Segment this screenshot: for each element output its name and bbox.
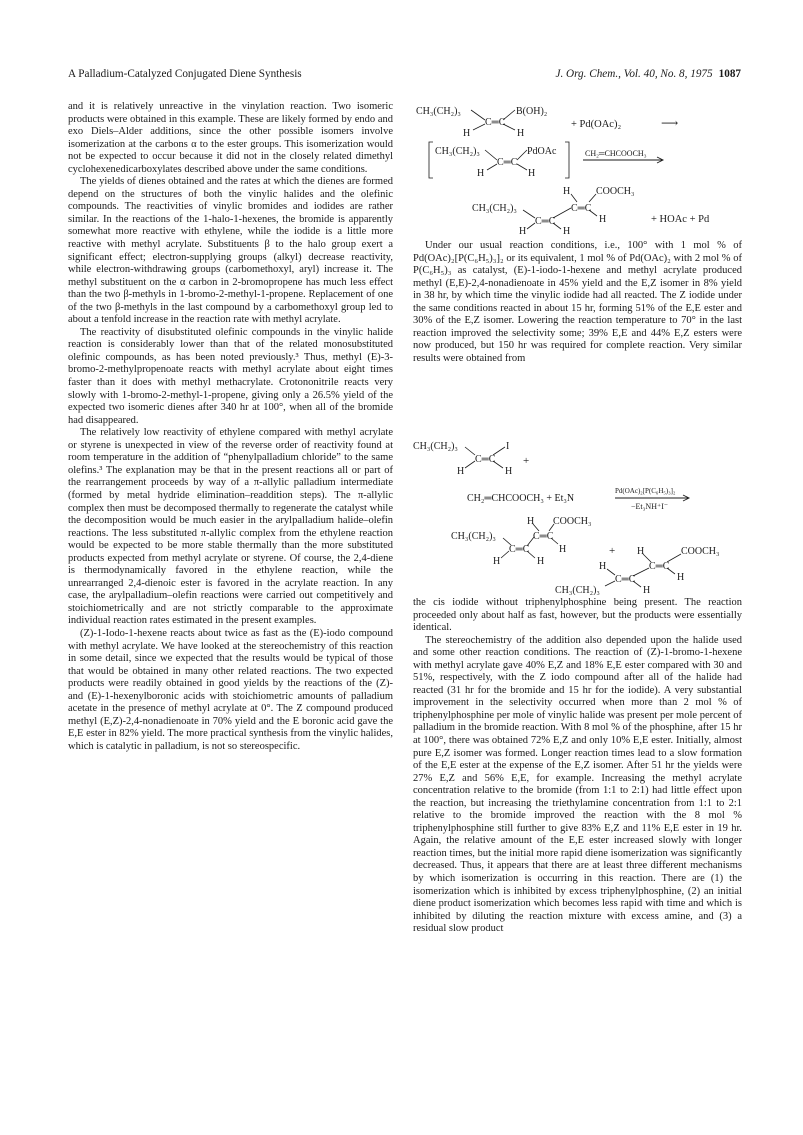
scheme1-bond (485, 150, 497, 160)
scheme2-h: H (599, 561, 607, 572)
scheme2-chain: CH₃(CH₂)₃ (413, 441, 458, 452)
left-column (68, 101, 393, 753)
scheme1-bond (527, 223, 535, 229)
scheme2-carbon: C═C (615, 574, 636, 585)
scheme1-bond (471, 110, 485, 120)
scheme2-h: H (559, 544, 567, 555)
journal-citation (555, 68, 741, 80)
scheme1-carbon: C═C (497, 157, 518, 168)
paragraph: The stereochemistry of the addition also depended upon the halide used and some other reaction conditions. The reaction of (Z)-1-bromo-1-hexene with methyl acrylate gave 40% E,Z and 18% E,E ester compared with 30 and 51%, respectively, with the Z iodo compound after all of the halide had reacted (31 hr for the bromide and 15 hr for the iodide). A very substantial improvement in the selectivity occurred when more than 2 mol % of triphenylphosphine per mole of vinylic halide was present per mole percent of palladium in the bromide reaction. With 8 mol % of the phosphine, after 15 hr at 100°, there was obtained 72% E,Z and only 10% E,E ester. Initially, almost pure E,Z isomer was formed. Longer reaction times lead to a slow formation of the E,E ester at the expense of the E,Z isomer. After 51 hr the yields were 27% E,Z and 56% E,E, for example. Increasing the methyl acrylate concentration relative to the bromide (from 1:1 to 2:1) had little effect upon the reaction, but increasing the triethylamine concentration from 1:1 to 2:1 relative to the bromide improved the reaction with the 8 mol % triphenylphosphine still further to give 83% E,Z and 11% E,E ester in 19 hr. Again, the relative amount of the E,E ester increased slowly with longer reaction times, but the initial more rapid diene isomerization was significantly decreased. Thus, it appears that there are at least three different mechanisms by which isomerization is occurring in this reaction. There are (1) the isomerization which is inhibited by excess triphenylphosphine, (2) an initial diene product isomerization which becomes less rapid with time and which is inhibited by diluting the reaction mixture with excess amine, and (3) a residual slow product (413, 634, 742, 935)
scheme1-chain: CH₃(CH₂)₃ (435, 146, 480, 157)
paragraph: Under our usual reaction conditions, i.e., 100° with 1 mol % of Pd(OAc)₂[P(C₆H₅)₃]₂ or its equivalent, 1 mol % of Pd(OAc)₂ with 2 mol % of P(C₆H₅)₃ as catalyst, (E)-1-iodo-1-hexene and methyl acrylate produced methyl (E,E)-2,4-nonadienoate in 45% yield and the E,Z isomer in 8% yield in 38 hr, by which time the vinylic iodide had all reacted. The Z iodide under the same conditions reacted in about 15 hr, forming 51% of the E,E ester and 30% of the E,Z isomer. Lowering the reaction temperature to 70° in the last reaction improved the selectivity some; 39% E,E and 44% E,Z esters were now produced, but 150 hr was required for complete reaction. Very similar results were obtained from (413, 240, 742, 364)
scheme1-chain: CH₃(CH₂)₃ (416, 106, 461, 117)
journal-name: J. Org. Chem., Vol. 40, No. 8, 1975 (555, 68, 713, 80)
scheme1-h: H (519, 226, 527, 237)
scheme2-h: H (637, 546, 645, 557)
scheme2-bond (501, 551, 509, 558)
scheme1-bond (523, 210, 535, 218)
scheme1-bond (553, 208, 571, 218)
scheme2-chain: CH₃(CH₂)₃ (451, 531, 496, 542)
scheme2-carbon: C═C (475, 454, 496, 465)
scheme2-h: H (493, 556, 501, 567)
scheme1-bond (473, 124, 485, 130)
scheme1-arrow-label: CH₂═CHCOOCH₃ (585, 149, 647, 158)
paragraph: The yields of dienes obtained and the rates at which the dienes are formed depend on the structures of both the vinylic halides and the olefinic compounds. The reactivities of vinylic bromides and iodides are rather similar. In the reactions of the 1-halo-1-hexenes, the bromide is apparently somewhat more reactive with ethylene, while the iodide is a little more reactive with methyl acrylate. Substituents β to the halo group exert a significant effect; electron-supplying groups (alkyl) decrease reactivity, while electron-withdrawing groups (carbomethoxyl, aryl) increase it. The methyl substituent on the α carbon in 2-bromopropene has much less effect than the two β-methyls in 1-bromo-2-methyl-1-propene. Replacement of one of the two β-methyls in the last compound by a carbomethoxyl group led to about a tenfold increase in the reaction rate with methyl acrylate. (68, 176, 393, 326)
scheme1-reagent: + Pd(OAc)₂ (571, 119, 622, 130)
scheme1-bond (487, 164, 497, 170)
scheme2-h: H (457, 466, 465, 477)
scheme2-iodo: I (506, 441, 510, 452)
scheme1-h: H (563, 226, 571, 237)
scheme2-bond (633, 568, 649, 576)
scheme1-carbon: C═C (485, 117, 506, 128)
scheme1-h: H (477, 168, 485, 179)
scheme2-plus: + (523, 455, 530, 467)
scheme1-byproducts: + HOAc + Pd (651, 214, 710, 225)
scheme2-h: H (505, 466, 513, 477)
scheme1-bond (517, 150, 527, 160)
scheme2-carbon: C═C (509, 544, 530, 555)
paragraph: The reactivity of disubstituted olefinic compounds in the vinylic halide reaction is considerably lower than that of the related monosubstituted olefinic compounds, as has been noted previously.³ Thus, methyl (E)-3-bromo-2-methylpropenoate reacts with methyl acrylate about eight times faster than it does with methyl methacrylate. Crotononitrile reacts very slowly with 1-bromo-2-methyl-1-propene, giving only a 26.5% yield of the expected two isomeric dienes after 340 hr at 100°, when all of the bromide had disappeared. (68, 326, 393, 426)
scheme1-boronic: B(OH)₂ (516, 106, 548, 117)
scheme2-bond (533, 524, 539, 531)
scheme2-carbon: C═C (533, 531, 554, 542)
paragraph: and it is relatively unreactive in the vinylation reaction. Two isomeric products were obtained in this example. These are likely formed by endo and exo Diels–Alder additions, since the other possible isomers involve isomerization at the carbons α to the ester groups. This isomerization would not be expected to occur because it did not in the closely related dimethyl cyclohexenedicarboxylates described above under the same conditions. (68, 101, 393, 175)
scheme1-bond (517, 164, 527, 170)
scheme1-h: H (463, 128, 471, 139)
running-title: A Palladium-Catalyzed Conjugated Diene Synthesis (68, 68, 302, 80)
scheme1-carbon: C═C (571, 203, 592, 214)
scheme2-cooch3: COOCH₃ (553, 516, 592, 527)
right-column-middle (413, 240, 742, 365)
scheme1-h: H (563, 186, 571, 197)
scheme1-pdoac: PdOAc (527, 146, 557, 157)
scheme2-bond (465, 461, 475, 468)
scheme1-bracket (429, 142, 433, 178)
scheme2-reagents: CH₂═CHCOOCH₃ + Et₃N (467, 493, 575, 504)
scheme1-arrow: ⟶ (661, 116, 679, 130)
scheme1-bracket (565, 142, 569, 178)
scheme2-h: H (677, 572, 685, 583)
paragraph: the cis iodide without triphenylphosphine being present. The reaction proceeded only about half as fast, however, but the products were essentially identical. (413, 597, 742, 634)
scheme1-h: H (528, 168, 536, 179)
paragraph: The relatively low reactivity of ethylene compared with methyl acrylate or styrene is unexpected in view of the reverse order of reactivity found at room temperature in the addition of “phenylpalladium chloride” to the same olefins.³ The explanation may be that in the present reactions all or part of the rearrangement proceeds by way of a π-allylic palladium intermediate (formed by metal hydride elimination–readdition steps). The π-allylic complex then must be decomposed thermally to regenerate the catalyst while the decomposition would be much easier in the arylpalladium halide–olefin reactions. The less substituted π-allylic complex from the ethylene reaction would be expected to be more stable thermally than the more substituted products expected from methyl acrylate or styrene. Of course, the 2,4-diene is thermodynamically favored in the ethylene reaction, while the unrearranged 2,4-dienoic ester is favored in the acrylate reaction. In any case, the arylpalladium–olefin reactions were carried out competitively and stoichiometrically and are not strictly comparable to the approximate individual reaction rates estimated in the present examples. (68, 427, 393, 627)
scheme2-h: H (643, 585, 651, 595)
page-number: 1087 (718, 68, 741, 80)
scheme2-bond (607, 569, 615, 575)
scheme1-h: H (599, 214, 607, 225)
right-column-bottom (413, 597, 742, 936)
scheme2-bond (493, 447, 505, 455)
scheme2-plus: + (609, 545, 616, 557)
scheme1-chain: CH₃(CH₂)₃ (472, 203, 517, 214)
scheme1-h: H (517, 128, 525, 139)
scheme1-bond (571, 194, 577, 202)
reaction-scheme-2 (413, 438, 743, 595)
scheme2-chain: CH₃(CH₂)₃ (555, 585, 600, 595)
reaction-scheme-1 (413, 98, 743, 238)
scheme2-bond (465, 447, 475, 455)
scheme2-bond (549, 524, 554, 531)
scheme2-bond (667, 554, 681, 562)
scheme2-cooch3: COOCH₃ (681, 546, 720, 557)
scheme1-carbon: C═C (535, 216, 556, 227)
scheme2-h: H (537, 556, 545, 567)
scheme1-bond (589, 194, 596, 202)
scheme2-bond (605, 581, 615, 586)
scheme2-catalyst: Pd(OAc)₂[P(C₆H₅)₃]₂ (615, 487, 676, 495)
paragraph: (Z)-1-Iodo-1-hexene reacts about twice as fast as the (E)-iodo compound with methyl acrylate. We have looked at the stereochemistry of this reaction in some detail, since we expected that the results would be typical of those that would be obtained in many other related reactions. The two expected products were readily obtained in good yields by the reactions of the (Z)- and (E)-1-hexenylboronic acids with stoichiometric amounts of palladium acetate in the presence of methyl acrylate at 0°. The Z compound produced methyl (E,Z)-2,4-nonadienoate in 70% yield and the E boronic acid gave the E,E ester in 82% yield. The more practical synthesis from the vinylic halides, which is catalytic in palladium, is not so stereospecific. (68, 627, 393, 752)
scheme1-cooch3: COOCH₃ (596, 186, 635, 197)
scheme2-h: H (527, 516, 535, 527)
page-header (68, 68, 741, 84)
scheme2-carbon: C═C (649, 561, 670, 572)
scheme2-byproduct: −Et₃NH⁺I⁻ (631, 502, 669, 511)
